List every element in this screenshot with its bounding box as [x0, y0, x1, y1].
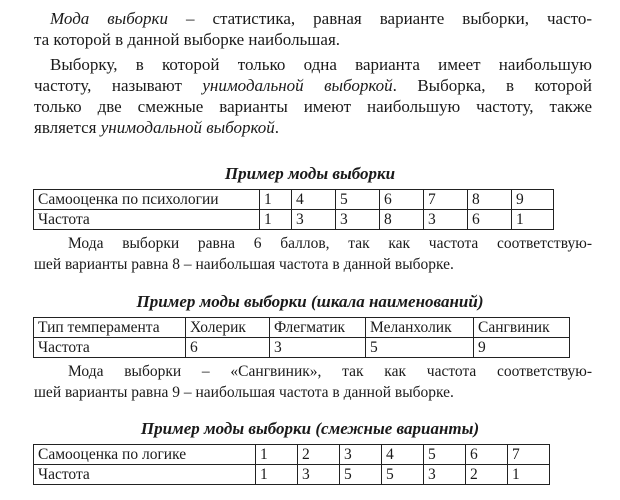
- table-cell: 3: [270, 338, 366, 358]
- example2-table: [33, 317, 570, 358]
- example3-table: [33, 444, 550, 485]
- note-line: Мода выборки равна 6 баллов, так как частота соответствую-: [68, 235, 592, 252]
- table-cell: 8: [468, 190, 512, 210]
- table-cell: Флегматик: [270, 318, 366, 338]
- table-cell: Меланхолик: [366, 318, 474, 338]
- table-row: [34, 318, 570, 338]
- example2-heading: Пример моды выборки (шкала наименований): [136, 292, 484, 311]
- table-row: [34, 210, 554, 230]
- example1-table: [33, 189, 554, 230]
- table-cell: 3: [340, 445, 382, 465]
- table-row: [34, 465, 550, 485]
- example3-heading: Пример моды выборки (смежные варианты): [140, 419, 480, 438]
- example1-note: [34, 233, 592, 275]
- table-cell: 5: [382, 465, 424, 485]
- table-cell: Холерик: [186, 318, 270, 338]
- table-cell: 2: [466, 465, 508, 485]
- table-cell: Самооценка по психологии: [34, 190, 260, 210]
- example1-heading: Пример моды выборки: [224, 164, 396, 183]
- paragraph-line: та которой в данной выборке наибольшая.: [34, 30, 341, 49]
- table-cell: 3: [424, 465, 466, 485]
- table-cell: Тип темперамента: [34, 318, 186, 338]
- table-cell: 7: [424, 190, 468, 210]
- paragraph-line: частоту, называют унимодальной выборкой. Выборка, в которой: [34, 76, 592, 95]
- definition-paragraph: [34, 8, 592, 50]
- paragraph-line: является унимодальной выборкой.: [34, 118, 280, 137]
- table-cell: Сангвиник: [474, 318, 570, 338]
- table-cell: 8: [380, 210, 424, 230]
- table-cell: 5: [366, 338, 474, 358]
- table-cell: 1: [256, 445, 298, 465]
- term-unimodal: унимодальной выборкой: [100, 118, 275, 137]
- table-cell: Частота: [34, 338, 186, 358]
- note-line: шей варианты равна 8 – наибольшая частота в данной выборке.: [34, 256, 454, 273]
- paragraph-line: Выборку, в которой только одна варианта имеет наибольшую: [50, 55, 592, 74]
- paragraph-line: только две смежные варианты имеют наибольшую частоту, также: [34, 97, 592, 116]
- table-cell: 7: [508, 445, 550, 465]
- table-cell: 3: [292, 210, 336, 230]
- table-cell: Частота: [34, 210, 260, 230]
- table-cell: 1: [512, 210, 554, 230]
- example2-note: [34, 361, 592, 403]
- table-cell: 6: [186, 338, 270, 358]
- table-cell: 3: [336, 210, 380, 230]
- table-cell: 3: [424, 210, 468, 230]
- table-cell: Самооценка по логике: [34, 445, 256, 465]
- table-cell: 3: [298, 465, 340, 485]
- table-cell: 2: [298, 445, 340, 465]
- table-row: [34, 338, 570, 358]
- table-cell: 1: [260, 190, 292, 210]
- note-line: Мода выборки – «Сангвиник», так как частота соответствую-: [68, 363, 592, 380]
- table-cell: 4: [292, 190, 336, 210]
- table-cell: Частота: [34, 465, 256, 485]
- unimodal-paragraph: [34, 54, 592, 138]
- table-cell: 4: [382, 445, 424, 465]
- table-cell: 5: [340, 465, 382, 485]
- table-cell: 5: [336, 190, 380, 210]
- paragraph-line: Мода выборки – статистика, равная варианте выборки, часто-: [50, 9, 593, 28]
- table-row: [34, 445, 550, 465]
- table-cell: 5: [424, 445, 466, 465]
- table-cell: 9: [512, 190, 554, 210]
- term-mode: Мода выборки: [50, 9, 168, 28]
- table-cell: 6: [466, 445, 508, 465]
- table-row: [34, 190, 554, 210]
- table-cell: 9: [474, 338, 570, 358]
- table-cell: 6: [468, 210, 512, 230]
- table-cell: 1: [508, 465, 550, 485]
- note-line: шей варианты равна 9 – наибольшая частота в данной выборке.: [34, 384, 454, 401]
- table-cell: 1: [260, 210, 292, 230]
- term-unimodal: унимодальной выборкой: [202, 76, 393, 95]
- table-cell: 1: [256, 465, 298, 485]
- table-cell: 6: [380, 190, 424, 210]
